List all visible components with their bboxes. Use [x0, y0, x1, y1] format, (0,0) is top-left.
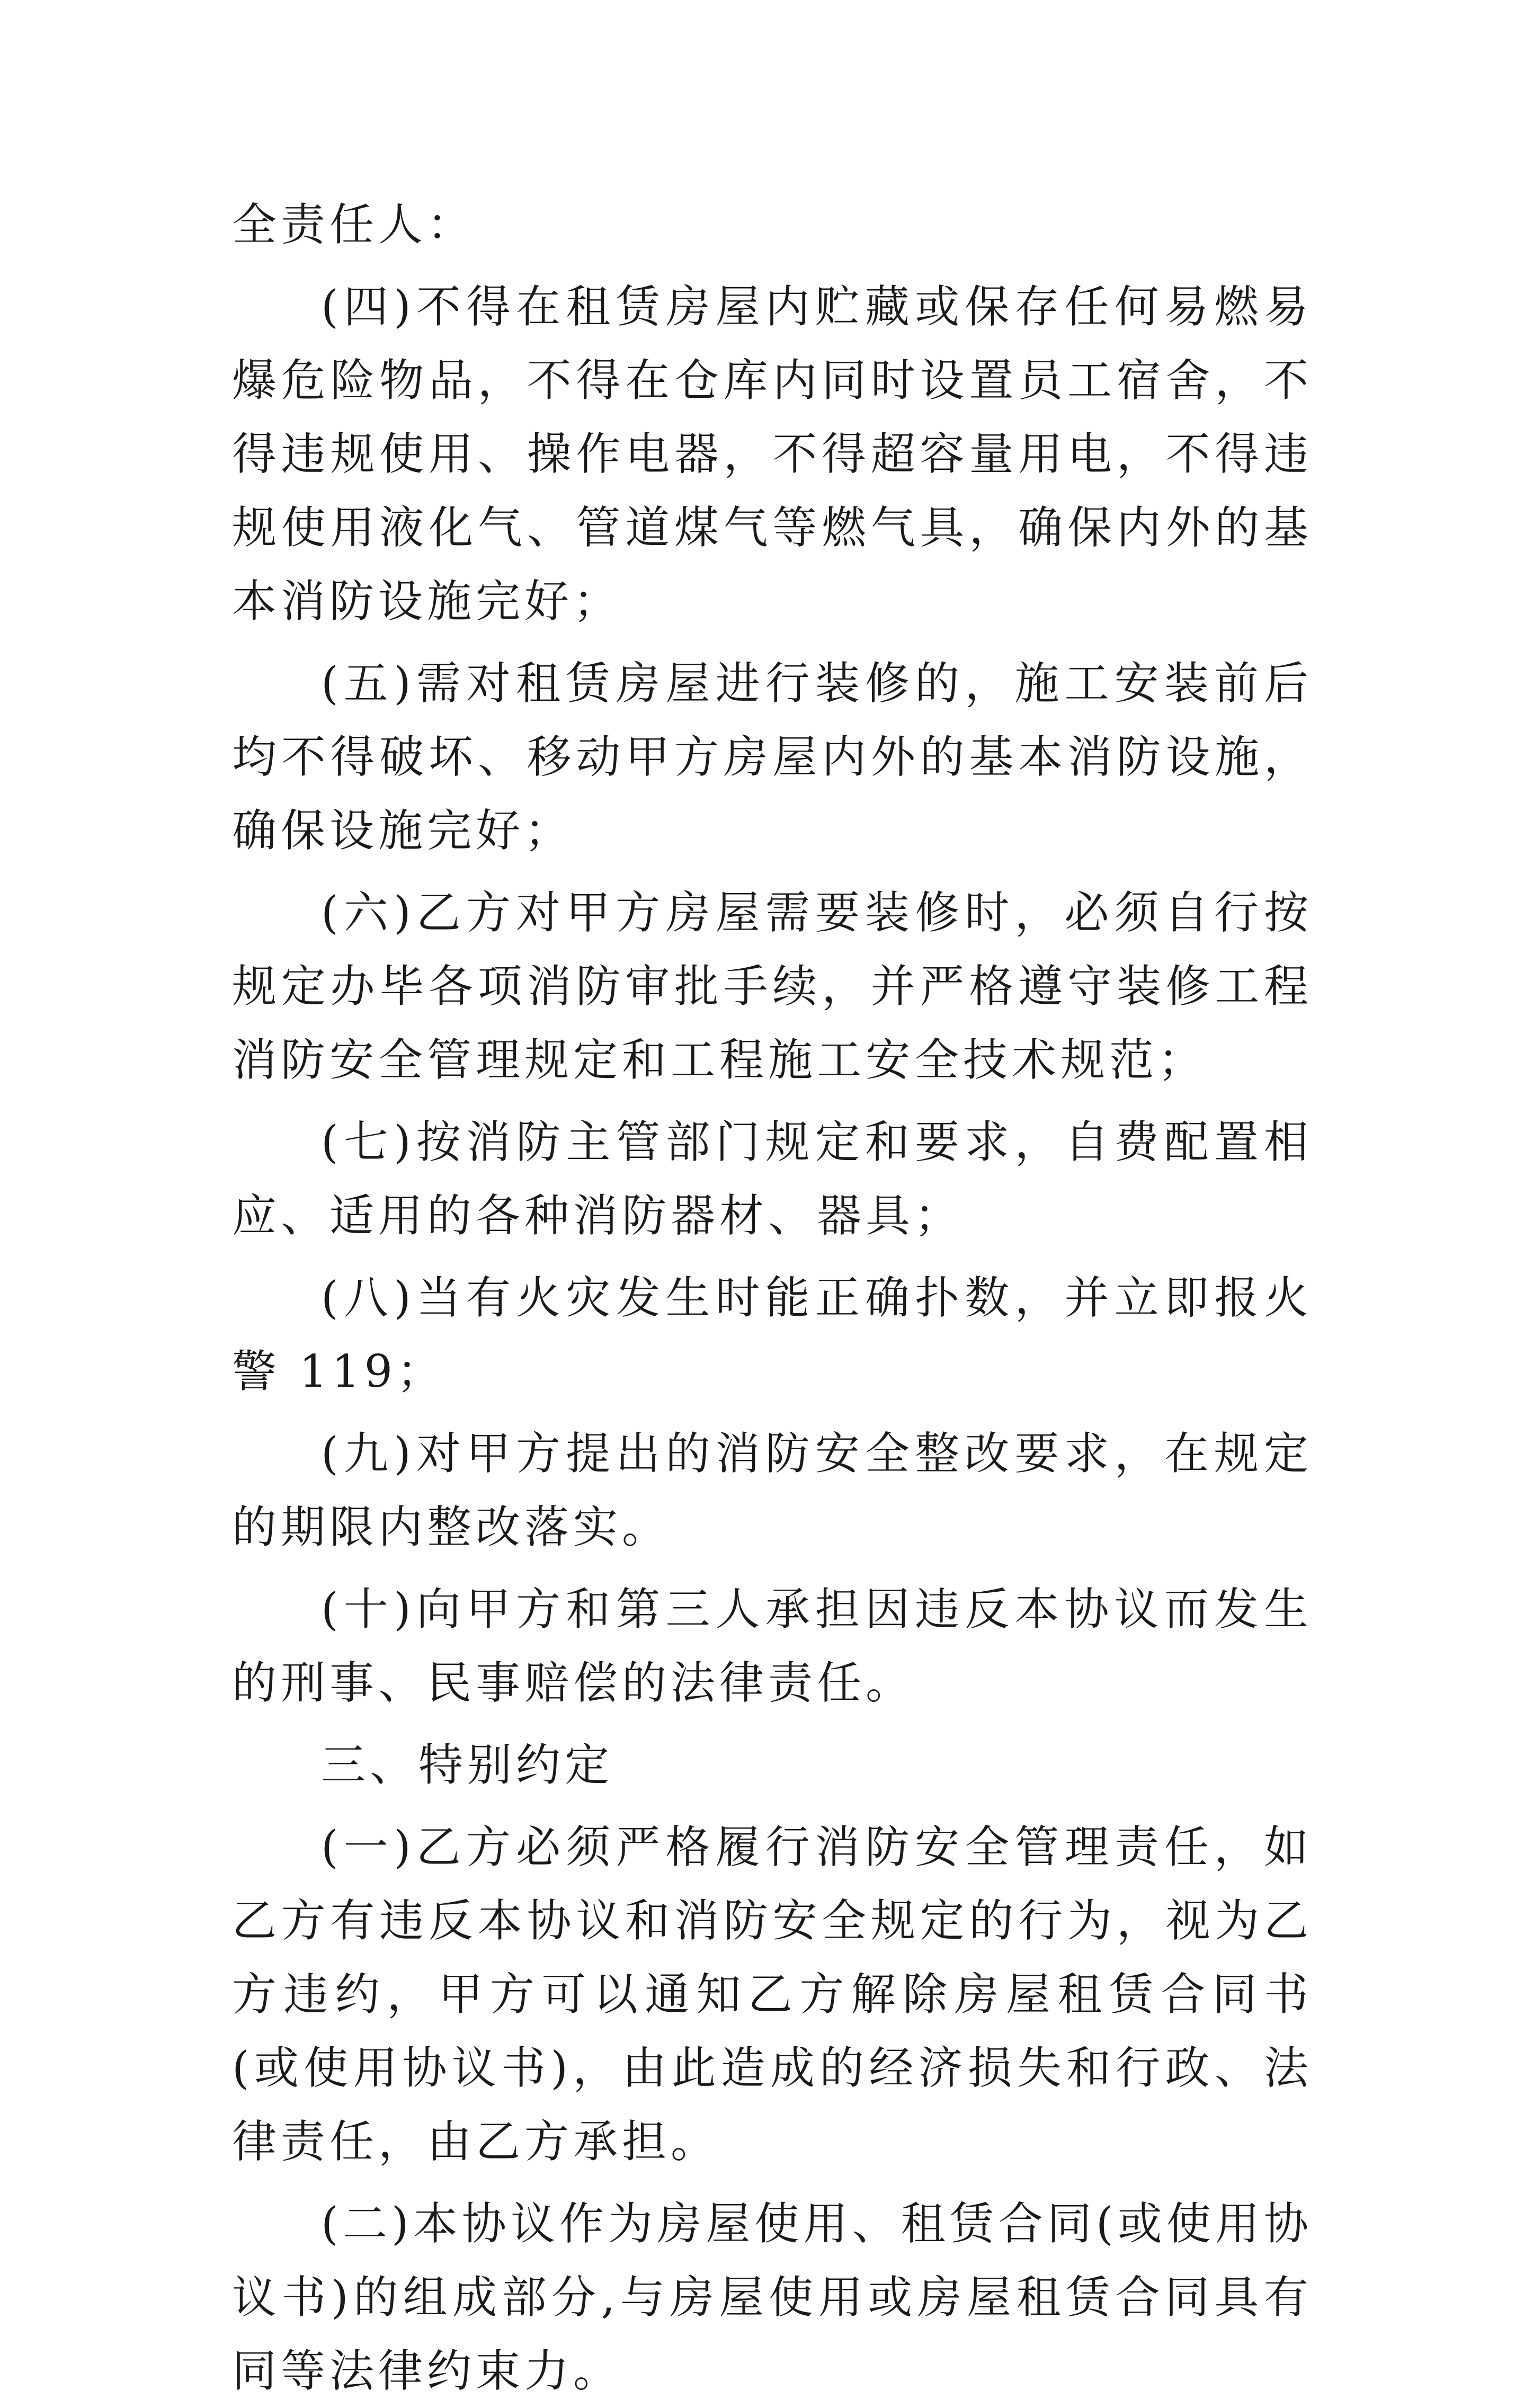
paragraph-item-10: (十)向甲方和第三人承担因违反本协议而发生的刑事、民事赔偿的法律责任。 [232, 1583, 1313, 1709]
paragraph-special-2: (二)本协议作为房屋使用、租赁合同(或使用协议书)的组成部分,与房屋使用或房屋租赁合同具有同等法律约束力。 [232, 2198, 1313, 2397]
paragraph-item-4: (四)不得在租赁房屋内贮藏或保存任何易燃易爆危险物品，不得在仓库内同时设置员工宿舍，不得违规使用、操作电器，不得超容量用电，不得违规使用液化气、管道煤气等燃气具，确保内外的基本消防设施完好； [232, 281, 1313, 627]
paragraph-item-7: (七)按消防主管部门规定和要求，自费配置相应、适用的各种消防器材、器具； [232, 1116, 1313, 1242]
paragraph-special-1: (一)乙方必须严格履行消防安全管理责任，如乙方有违反本协议和消防安全规定的行为，视为乙方违约，甲方可以通知乙方解除房屋租赁合同书(或使用协议书)，由此造成的经济损失和行政、法律责任，由乙方承担。 [232, 1821, 1313, 2168]
paragraph-item-5: (五)需对租赁房屋进行装修的，施工安装前后均不得破坏、移动甲方房屋内外的基本消防设施，确保设施完好； [232, 657, 1313, 857]
paragraph-item-9: (九)对甲方提出的消防安全整改要求，在规定的期限内整改落实。 [232, 1428, 1313, 1553]
paragraph-continuation: 全责任人： [232, 199, 476, 251]
document-body [232, 188, 1313, 2408]
section-heading-special-terms: 三、特别约定 [321, 1739, 614, 1791]
paragraph-item-8: (八)当有火灾发生时能正确扑数，并立即报火警 119； [232, 1272, 1313, 1397]
paragraph-item-6: (六)乙方对甲方房屋需要装修时，必须自行按规定办毕各项消防审批手续，并严格遵守装修工程消防安全管理规定和工程施工安全技术规范； [232, 887, 1313, 1086]
